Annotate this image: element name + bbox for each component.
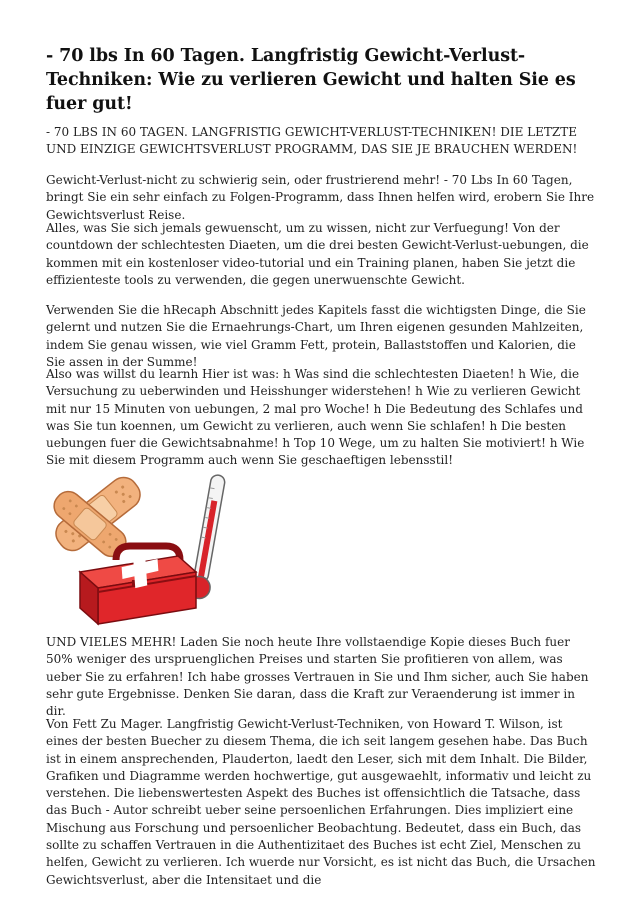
paragraph-intro-caps: - 70 LBS IN 60 TAGEN. LANGFRISTIG GEWICHT-VERLUST-TECHNIKEN! DIE LETZTE UND EINZIGE GEWICHTSVERLUST PROGRAMM, DAS SIE JE BRAUCHEN WERDEN! [46, 125, 578, 157]
paragraph-program: Gewicht-Verlust-nicht zu schwierig sein, oder frustrierend mehr! - 70 Lbs In 60 Tagen, bringt Sie ein sehr einfach zu Folgen-Programm, dass Ihnen helfen wird, erobern Sie Ihre Gewichtsverlust Reise. [46, 173, 595, 222]
paragraph-contents: Alles, was Sie sich jemals gewuenscht, um zu wissen, nicht zur Verfuegung! Von der countdown der schlechtesten Diaeten, um die drei besten Gewicht-Verlust-uebungen, die kommen mit ein kostenloser video-tutorial und ein Training planen, haben Sie jetzt die effizienteste tools zu verwenden, die gegen unerwuenschte Gewicht. [46, 221, 589, 287]
paragraph-review: Von Fett Zu Mager. Langfristig Gewicht-Verlust-Techniken, von Howard T. Wilson, ist eines der besten Buecher zu diesem Thema, die ich seit langem gesehen habe. Das Buch ist in einem ansprechenden, Plauderton, laedt den Leser, sich mit dem Inhalt. Die Bilder, Grafiken und Diagramme werden hochwertige, gut ausgewaehlt, informativ und leicht zu verstehen. Die liebenswertesten Aspekt des Buches ist offensichtlich die Tatsache, dass das Buch - Autor schreibt ueber seine persoenlichen Erfahrungen. Dies impliziert eine Mischung aus Forschung und persoenlicher Beobachtung. Bedeutet, dass ein Buch, das sollte zu schaffen Vertrauen in die Authentizitaet des Buches ist echt Ziel, Menschen zu helfen, Gewicht zu verlieren. Ich wuerde nur Vorsicht, es ist nicht das Buch, die Ursachen Gewichtsverlust, aber die Intensitaet und die [46, 717, 596, 887]
paragraph-recap: Verwenden Sie die hRecaph Abschnitt jedes Kapitels fasst die wichtigsten Dinge, die Sie gelernt und nutzen Sie die Ernaehrungs-Chart, um Ihren eigenen gesunden Mahlzeiten, indem Sie genau wissen, wie viel Gramm Fett, protein, Ballaststoffen und Kalorien, die Sie assen in der Summe! [46, 303, 586, 369]
first-aid-kit-icon [80, 546, 196, 624]
paragraph-offer: UND VIELES MEHR! Laden Sie noch heute Ihre vollstaendige Kopie dieses Buch fuer 50% weniger des urspruenglichen Preises und starten Sie profitieren von allem, was ueber Sie zu erfahren! Ich habe grosses Vertrauen in Sie und Ihm sicher, auch Sie haben sehr gute Ergebnisse. Denken Sie daran, dass die Kraft zur Veraenderung ist immer in dir. [46, 635, 589, 719]
document-title: - 70 lbs In 60 Tagen. Langfristig Gewicht-Verlust-Techniken: Wie zu verlieren Gewicht und halten Sie es fuer gut! [46, 46, 576, 114]
paragraph-learn: Also was willst du learnh Hier ist was: h Was sind die schlechtesten Diaeten! h Wie, die Versuchung zu ueberwinden und Heisshunger widerstehen! h Wie zu verlieren Gewicht mit nur 15 Minuten von uebungen, 2 mal pro Woche! h Die Bedeutung des Schlafes und was Sie tun koennen, um Gewicht zu verlieren, auch wenn Sie schlafen! h Die besten uebungen fuer die Gewichtsabnahme! h Top 10 Wege, um zu halten Sie motiviert! h Wie Sie mit diesem Programm auch wenn Sie geschaeftigen lebensstil! [46, 367, 585, 468]
first-aid-illustration [46, 468, 258, 626]
first-aid-illustration-svg [46, 468, 258, 626]
document-page [46, 44, 598, 887]
